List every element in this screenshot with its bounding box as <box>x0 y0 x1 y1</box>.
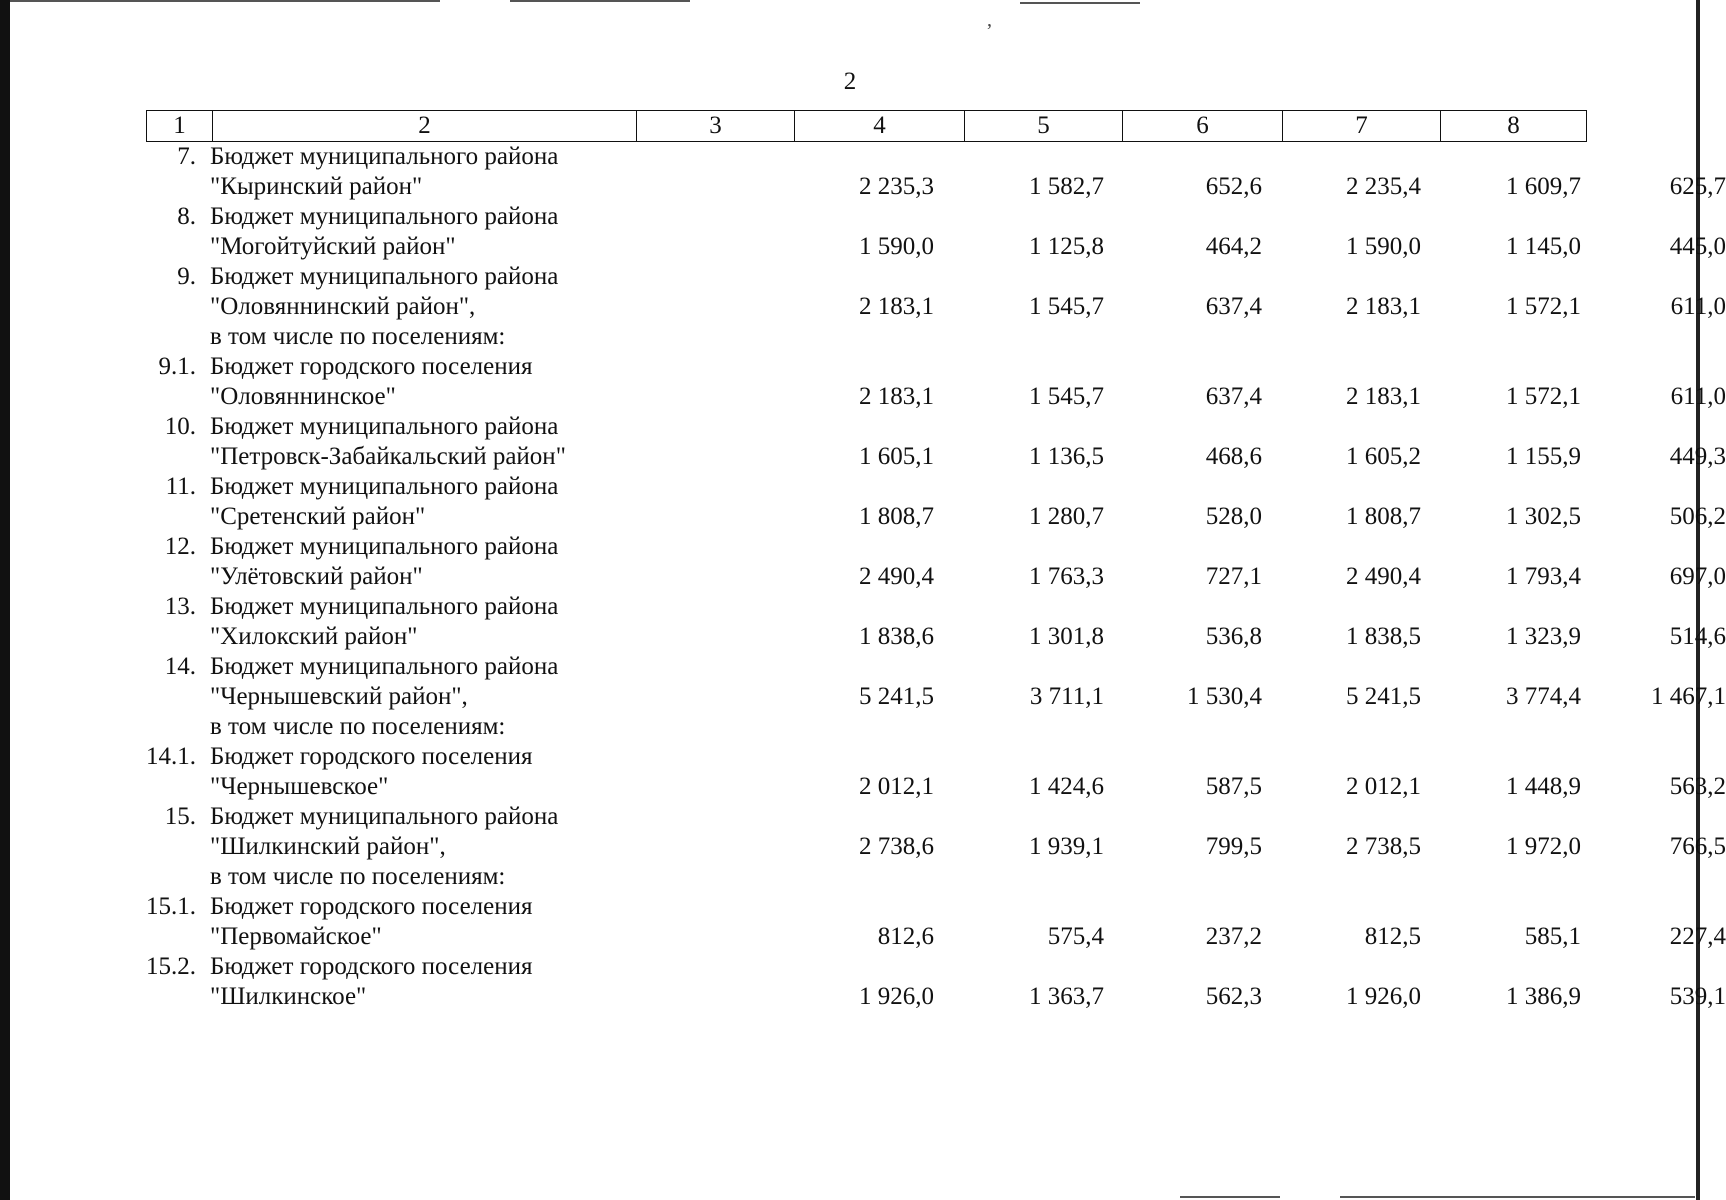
budget-name-line: "Шилкинский район", <box>210 833 446 860</box>
value-col-4: 1 939,1 <box>1029 833 1104 860</box>
value-col-3: 2 183,1 <box>859 383 934 410</box>
value-col-8: 539,1 <box>1669 983 1726 1010</box>
scan-speck: ’ <box>986 20 993 42</box>
budget-name-line: в том числе по поселениям: <box>210 713 506 740</box>
value-col-8: 697,0 <box>1669 563 1726 590</box>
table-row <box>146 412 1726 472</box>
budget-name <box>210 952 680 1012</box>
value-col-7: 1 155,9 <box>1506 443 1581 470</box>
value-col-4: 1 363,7 <box>1029 983 1104 1010</box>
value-col-6: 2 738,5 <box>1346 833 1421 860</box>
value-col-8: 227,4 <box>1669 923 1726 950</box>
row-number: 12. <box>164 533 196 560</box>
value-col-7: 1 793,4 <box>1506 563 1581 590</box>
value-col-4: 1 136,5 <box>1029 443 1104 470</box>
scan-artifact-line <box>1020 2 1140 4</box>
row-number: 11. <box>165 473 196 500</box>
budget-name-line: "Чернышевское" <box>210 773 389 800</box>
value-col-6: 1 926,0 <box>1346 983 1421 1010</box>
budget-name <box>210 892 680 952</box>
table-row <box>146 532 1726 592</box>
scan-artifact-line <box>510 0 690 2</box>
row-number: 10. <box>164 413 196 440</box>
value-col-3: 2 183,1 <box>859 293 934 320</box>
header-cell: 4 <box>795 111 965 142</box>
value-col-7: 1 323,9 <box>1506 623 1581 650</box>
budget-name-line: Бюджет муниципального района <box>210 203 559 230</box>
value-col-3: 1 926,0 <box>859 983 934 1010</box>
value-col-6: 2 235,4 <box>1346 173 1421 200</box>
value-col-7: 1 302,5 <box>1506 503 1581 530</box>
budget-rows <box>146 142 1726 1012</box>
row-number: 15. <box>164 803 196 830</box>
value-col-7: 1 145,0 <box>1506 233 1581 260</box>
value-col-6: 1 808,7 <box>1346 503 1421 530</box>
header-row <box>147 111 1587 142</box>
value-col-7: 1 572,1 <box>1506 383 1581 410</box>
value-col-8: 445,0 <box>1669 233 1726 260</box>
value-col-7: 1 572,1 <box>1506 293 1581 320</box>
budget-name-line: Бюджет муниципального района <box>210 803 559 830</box>
table-row <box>146 952 1726 1012</box>
value-col-8: 449,3 <box>1669 443 1726 470</box>
budget-name-line: Бюджет городского поселения <box>210 743 533 770</box>
budget-name-line: "Кыринский район" <box>210 173 423 200</box>
scan-edge-left <box>0 0 10 1200</box>
value-col-4: 1 582,7 <box>1029 173 1104 200</box>
value-col-5: 727,1 <box>1205 563 1262 590</box>
table-row <box>146 592 1726 652</box>
budget-name-line: в том числе по поселениям: <box>210 323 506 350</box>
budget-name <box>210 142 680 202</box>
value-col-5: 637,4 <box>1205 293 1262 320</box>
value-col-4: 1 763,3 <box>1029 563 1104 590</box>
budget-name <box>210 532 680 592</box>
value-col-7: 3 774,4 <box>1506 683 1581 710</box>
value-col-5: 468,6 <box>1205 443 1262 470</box>
value-col-4: 575,4 <box>1047 923 1104 950</box>
value-col-8: 611,0 <box>1670 293 1726 320</box>
value-col-4: 1 280,7 <box>1029 503 1104 530</box>
value-col-5: 536,8 <box>1205 623 1262 650</box>
budget-name <box>210 592 680 652</box>
value-col-7: 1 386,9 <box>1506 983 1581 1010</box>
budget-name <box>210 412 680 472</box>
value-col-3: 812,6 <box>877 923 934 950</box>
value-col-4: 1 301,8 <box>1029 623 1104 650</box>
value-col-3: 1 838,6 <box>859 623 934 650</box>
budget-name-line: "Оловяннинский район", <box>210 293 476 320</box>
value-col-5: 528,0 <box>1205 503 1262 530</box>
budget-name-line: Бюджет муниципального района <box>210 593 559 620</box>
budget-name-line: "Шилкинское" <box>210 983 367 1010</box>
value-col-8: 563,2 <box>1669 773 1726 800</box>
header-cell: 8 <box>1441 111 1587 142</box>
value-col-4: 1 125,8 <box>1029 233 1104 260</box>
table-row <box>146 352 1726 412</box>
value-col-3: 2 012,1 <box>859 773 934 800</box>
page-number: 2 <box>843 68 857 95</box>
value-col-4: 1 545,7 <box>1029 293 1104 320</box>
value-col-5: 237,2 <box>1205 923 1262 950</box>
budget-name-line: Бюджет муниципального района <box>210 533 559 560</box>
budget-name <box>210 742 680 802</box>
budget-name-line: Бюджет городского поселения <box>210 893 533 920</box>
budget-name <box>210 352 680 412</box>
value-col-3: 2 235,3 <box>859 173 934 200</box>
table-row <box>146 742 1726 802</box>
row-number: 13. <box>164 593 196 620</box>
budget-name-line: "Хилокский район" <box>210 623 418 650</box>
value-col-8: 1 467,1 <box>1651 683 1726 710</box>
budget-name <box>210 802 680 892</box>
row-number: 14.1. <box>146 743 196 770</box>
value-col-6: 2 490,4 <box>1346 563 1421 590</box>
budget-name <box>210 202 680 262</box>
value-col-3: 2 738,6 <box>859 833 934 860</box>
budget-name-line: "Первомайское" <box>210 923 382 950</box>
table-row <box>146 142 1726 202</box>
value-col-6: 1 605,2 <box>1346 443 1421 470</box>
value-col-3: 1 808,7 <box>859 503 934 530</box>
budget-name-line: "Могойтуйский район" <box>210 233 456 260</box>
table-row <box>146 802 1726 892</box>
value-col-5: 587,5 <box>1205 773 1262 800</box>
value-col-7: 1 972,0 <box>1506 833 1581 860</box>
value-col-3: 2 490,4 <box>859 563 934 590</box>
row-number: 14. <box>164 653 196 680</box>
row-number: 9. <box>177 263 196 290</box>
value-col-5: 652,6 <box>1205 173 1262 200</box>
budget-name-line: "Сретенский район" <box>210 503 426 530</box>
value-col-8: 611,0 <box>1670 383 1726 410</box>
budget-name-line: Бюджет муниципального района <box>210 653 559 680</box>
value-col-5: 562,3 <box>1205 983 1262 1010</box>
table-row <box>146 652 1726 742</box>
header-cell: 2 <box>213 111 637 142</box>
row-number: 15.2. <box>146 953 196 980</box>
row-number: 15.1. <box>146 893 196 920</box>
value-col-4: 1 424,6 <box>1029 773 1104 800</box>
value-col-8: 506,2 <box>1669 503 1726 530</box>
budget-name-line: Бюджет городского поселения <box>210 953 533 980</box>
scan-artifact-line <box>1340 1196 1695 1198</box>
value-col-3: 1 605,1 <box>859 443 934 470</box>
header-cell: 6 <box>1123 111 1283 142</box>
value-col-4: 3 711,1 <box>1029 683 1104 710</box>
value-col-4: 1 545,7 <box>1029 383 1104 410</box>
budget-name-line: Бюджет муниципального района <box>210 473 559 500</box>
header-cell: 7 <box>1283 111 1441 142</box>
header-cell: 3 <box>637 111 795 142</box>
budget-name <box>210 262 680 352</box>
budget-name-line: Бюджет муниципального района <box>210 143 559 170</box>
scan-artifact-line <box>10 0 440 2</box>
value-col-6: 1 590,0 <box>1346 233 1421 260</box>
value-col-5: 637,4 <box>1205 383 1262 410</box>
table-row <box>146 262 1726 352</box>
scan-artifact-line <box>1180 1196 1280 1198</box>
table-row <box>146 202 1726 262</box>
value-col-5: 464,2 <box>1205 233 1262 260</box>
value-col-6: 1 838,5 <box>1346 623 1421 650</box>
value-col-8: 514,6 <box>1669 623 1726 650</box>
value-col-6: 2 012,1 <box>1346 773 1421 800</box>
budget-name-line: "Петровск-Забайкальский район" <box>210 443 566 470</box>
value-col-6: 812,5 <box>1364 923 1421 950</box>
value-col-8: 766,5 <box>1669 833 1726 860</box>
value-col-5: 1 530,4 <box>1187 683 1262 710</box>
row-number: 9.1. <box>158 353 196 380</box>
budget-name-line: "Чернышевский район", <box>210 683 468 710</box>
value-col-6: 2 183,1 <box>1346 293 1421 320</box>
value-col-5: 799,5 <box>1205 833 1262 860</box>
row-number: 7. <box>177 143 196 170</box>
header-cell: 5 <box>965 111 1123 142</box>
table-row <box>146 472 1726 532</box>
table-row <box>146 892 1726 952</box>
header-cell: 1 <box>147 111 213 142</box>
value-col-6: 5 241,5 <box>1346 683 1421 710</box>
value-col-3: 5 241,5 <box>859 683 934 710</box>
budget-name-line: "Оловяннинское" <box>210 383 396 410</box>
value-col-3: 1 590,0 <box>859 233 934 260</box>
row-number: 8. <box>177 203 196 230</box>
budget-name-line: Бюджет муниципального района <box>210 263 559 290</box>
value-col-7: 1 609,7 <box>1506 173 1581 200</box>
budget-name-line: "Улётовский район" <box>210 563 423 590</box>
budget-name <box>210 472 680 532</box>
value-col-6: 2 183,1 <box>1346 383 1421 410</box>
column-number-header <box>146 110 1587 142</box>
budget-name <box>210 652 680 742</box>
value-col-7: 1 448,9 <box>1506 773 1581 800</box>
budget-name-line: Бюджет муниципального района <box>210 413 559 440</box>
value-col-8: 625,7 <box>1669 173 1726 200</box>
budget-name-line: в том числе по поселениям: <box>210 863 506 890</box>
value-col-7: 585,1 <box>1524 923 1581 950</box>
budget-name-line: Бюджет городского поселения <box>210 353 533 380</box>
